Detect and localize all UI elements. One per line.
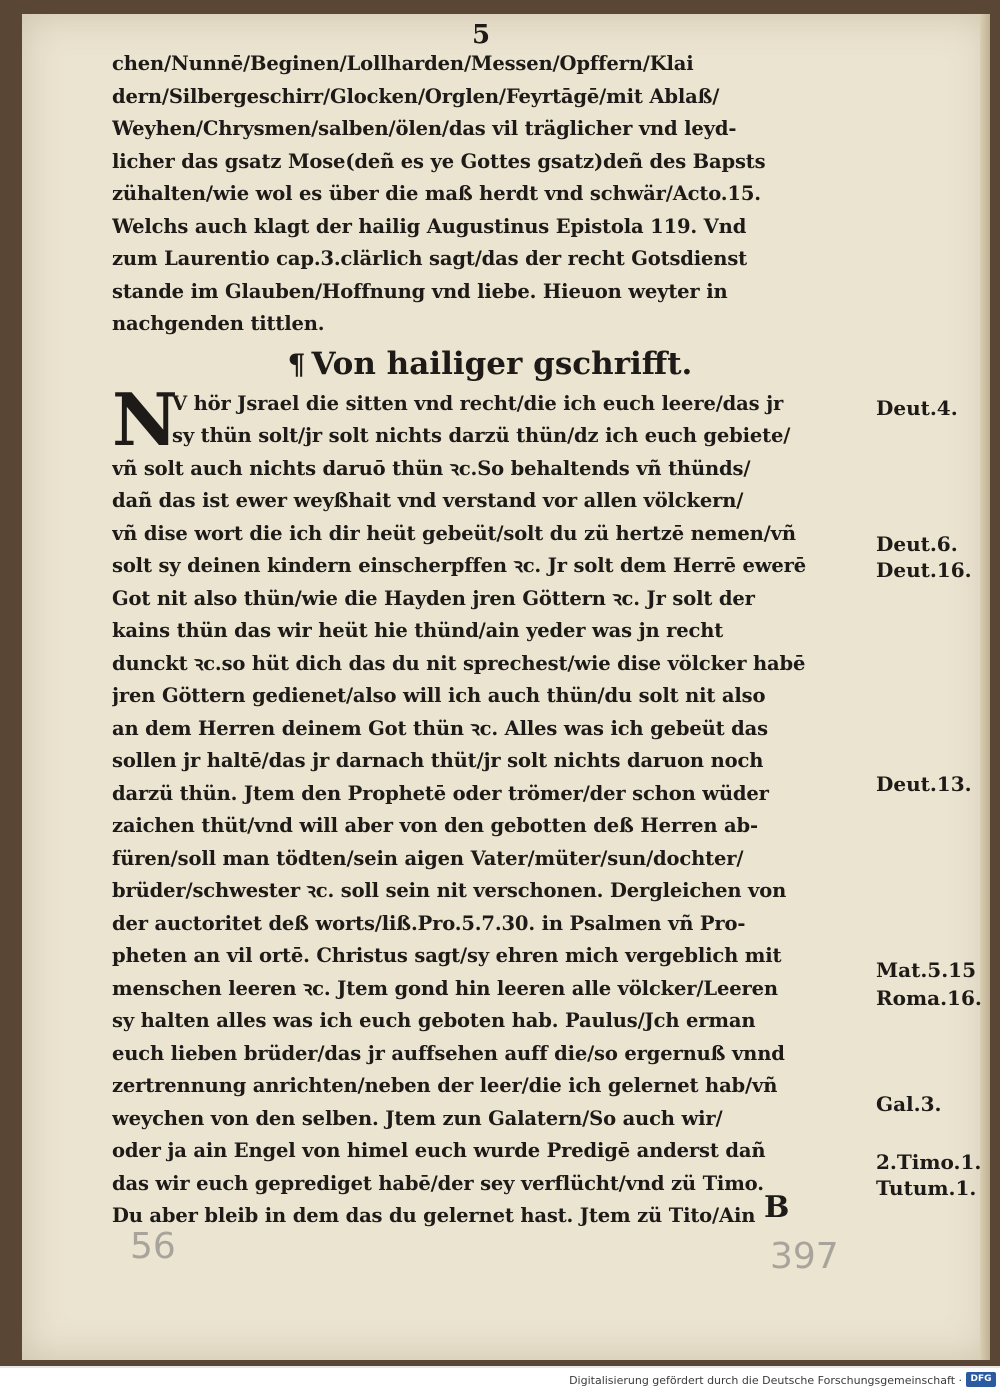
text-line: Du aber bleib in dem das du gelernet hast. Jtem zü Tito/Ain [112,1204,756,1227]
text-line: brüder/schwester ꝛc. soll sein nit verschonen. Dergleichen von [112,879,787,902]
text-line: an dem Herren deinem Got thün ꝛc. Alles was ich gebeüt das [112,716,768,740]
section-title: Von hailiger gschrifft. [311,345,693,382]
text-line: füren/soll man tödten/sein aigen Vater/müter/sun/dochter/ [112,846,744,870]
margin-note: Gal.3. [876,1092,942,1116]
dfg-logo: DFG [966,1372,996,1387]
text-line: weychen von den selben. Jtem zun Galatern/So auch wir/ [112,1106,723,1130]
text-line: kains thün das wir heüt hie thünd/ain yeder was jn recht [112,619,724,642]
margin-note: Deut.16. [876,558,972,582]
text-line: euch lieben brüder/das jr auffsehen auff die/so ergernuß vnnd [112,1041,785,1065]
text-line: darzü thün. Jtem den Prophetē oder trömer/der schon wüder [112,781,769,805]
text-line: licher das gsatz Mose(deñ es ye Gottes gsatz)deñ des Bapsts [112,149,766,173]
drop-capital: N [112,376,178,462]
signature-mark: B [764,1190,790,1225]
text-line: V hör Jsrael die sitten vnd recht/die ich euch leere/das jr [172,391,784,415]
text-line: Welchs auch klagt der hailig Augustinus Epistola 119. Vnd [112,214,747,238]
text-line: menschen leeren ꝛc. Jtem gond hin leeren alle völcker/Leeren [112,976,778,1000]
funding-credit: Digitalisierung gefördert durch die Deutsche Forschungsgemeinschaft · [569,1374,962,1387]
text-line: jren Göttern gedienet/also will ich auch thün/du solt nit also [112,684,766,707]
paragraph [112,376,868,1233]
text-block [112,48,868,1233]
section-heading [112,343,868,386]
text-line: chen/Nunnē/Beginen/Lollharden/Messen/Opffern/Klai [112,52,694,75]
page-edge [980,14,990,1360]
text-line: Got nit also thün/wie die Hayden jren Göttern ꝛc. Jr solt der [112,586,755,610]
margin-note: Tutum.1. [876,1176,977,1200]
text-line: das wir euch geprediget habē/der sey verflücht/vnd zü Timo. [112,1171,764,1195]
pencil-annotation: 397 [770,1236,839,1277]
text-line: der auctoritet deß worts/liß.Pro.5.7.30. in Psalmen vñ Pro- [112,911,746,935]
text-line: dern/Silbergeschirr/Glocken/Orglen/Feyrtāgē/mit Ablaß/ [112,84,720,108]
margin-note: Deut.4. [876,396,958,420]
text-line: sy thün solt/jr solt nichts darzü thün/dz ich euch gebiete/ [172,424,791,447]
text-line: oder ja ain Engel von himel euch wurde Predigē anderst dañ [112,1139,766,1162]
text-line: sy halten alles was ich euch geboten hab. Paulus/Jch erman [112,1009,756,1032]
margin-note: Deut.6. [876,532,958,556]
text-line: dunckt ꝛc.so hüt dich das du nit sprechest/wie dise völcker habē [112,651,806,675]
text-line: zühalten/wie wol es über die maß herdt vnd schwär/Acto.15. [112,182,761,205]
folio-number: 5 [472,20,491,50]
text-line: zum Laurentio cap.3.clärlich sagt/das der recht Gotsdienst [112,247,748,270]
pencil-annotation: 56 [130,1226,176,1267]
margin-note: Deut.13. [876,772,972,796]
text-line: pheten an vil ortē. Christus sagt/sy ehren mich vergeblich mit [112,944,782,967]
pilcrow-mark: ¶ [287,347,306,381]
text-line: zertrennung anrichten/neben der leer/die ich gelernet hab/vñ [112,1074,778,1097]
text-line: sollen jr haltē/das jr darnach thüt/jr solt nichts daruon noch [112,749,764,772]
text-line: Weyhen/Chrysmen/salben/ölen/das vil träglicher vnd leyd- [112,117,737,140]
text-line: vñ solt auch nichts daruō thün ꝛc.So behaltends vñ thünds/ [112,456,751,480]
margin-note: 2.Timo.1. [876,1150,982,1174]
text-line: dañ das ist ewer weyßhait vnd verstand vor allen völckern/ [112,489,744,512]
text-line: stande im Glauben/Hoffnung vnd liebe. Hieuon weyter in [112,279,728,303]
text-line: zaichen thüt/vnd will aber von den gebotten deß Herren ab- [112,814,758,837]
margin-note: Roma.16. [876,986,982,1010]
text-line: vñ dise wort die ich dir heüt gebeüt/solt du zü hertzē nemen/vñ [112,521,796,545]
footer-bar [0,1368,1000,1392]
text-line: solt sy deinen kindern einscherpffen ꝛc. Jr solt dem Herrē ewerē [112,554,807,577]
text-line: nachgenden tittlen. [112,312,325,335]
margin-note: Mat.5.15 [876,958,977,982]
